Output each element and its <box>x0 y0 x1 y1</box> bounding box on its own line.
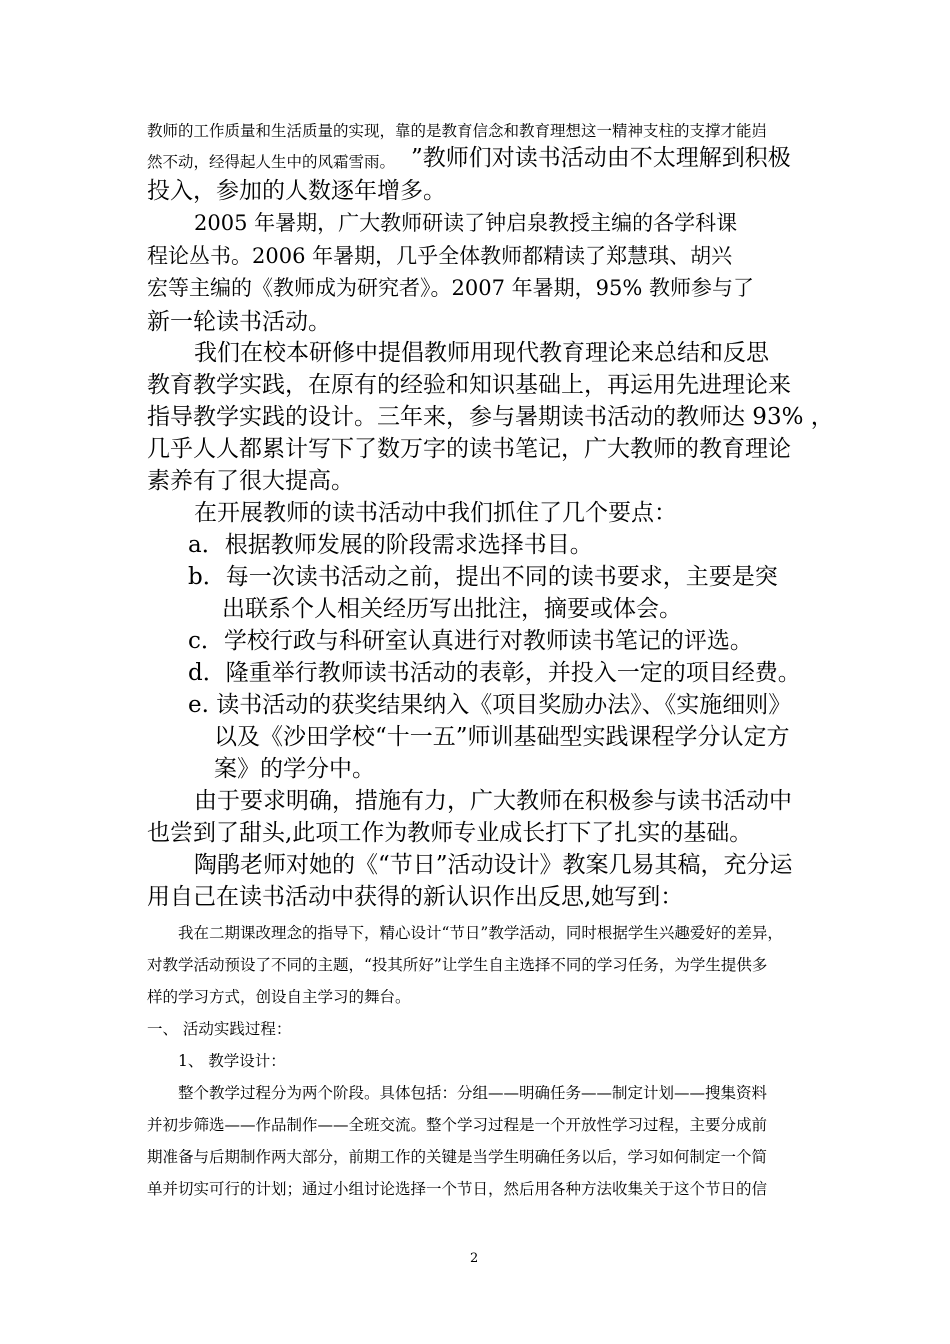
page-number: 2 <box>470 1251 479 1266</box>
text-line: 用自己在读书活动中获得的新认识作出反思,她写到： <box>147 884 684 910</box>
text-line: 宏等主编的《教师成为研究者》。2007 年暑期，95% 教师参与了 <box>147 276 754 300</box>
text-line: 2005 年暑期，广大教师研读了钟启泉教授主编的各学科课 <box>194 211 738 235</box>
text-line: 教育教学实践，在原有的经验和知识基础上，再运用先进理论来 <box>147 372 791 398</box>
text-line: 指导教学实践的设计。三年来，参与暑期读书活动的教师达 93% ， <box>147 404 834 430</box>
text-line: 陶鹃老师对她的《“节日”活动设计》教案几易其稿，充分运 <box>194 852 793 878</box>
text-line: c．学校行政与科研室认真进行对教师读书笔记的评选。 <box>188 628 753 654</box>
text-line: ”教师们对读书活动由不太理解到积极 <box>411 145 791 171</box>
text-line: 教师的工作质量和生活质量的实现，靠的是教育信念和教育理想这一精神支柱的支撑才能岿 <box>147 122 768 140</box>
text-line: 素养有了很大提高。 <box>147 468 354 494</box>
text-line: 对教学活动预设了不同的主题，“投其所好”让学生自主选择不同的学习任务，为学生提供多 <box>147 956 768 974</box>
text-line: 在开展教师的读书活动中我们抓住了几个要点： <box>194 500 677 526</box>
text-line: 并初步筛选——作品制作——全班交流。整个学习过程是一个开放性学习过程，主要分成前 <box>147 1116 768 1134</box>
text-line: e. 读书活动的获奖结果纳入《项目奖励办法》、《实施细则》 <box>188 692 792 718</box>
text-line: 几乎人人都累计写下了数万字的读书笔记，广大教师的教育理论 <box>147 436 791 462</box>
text-line: 投入，参加的人数逐年增多。 <box>147 178 446 204</box>
text-line: 以及《沙田学校“十一五”师训基础型实践课程学分认定方 <box>214 724 790 750</box>
text-line: a．根据教师发展的阶段需求选择书目。 <box>188 532 593 558</box>
text-line: 然不动，经得起人生中的风霜雪雨。 <box>147 153 396 171</box>
text-line: b．每一次读书活动之前，提出不同的读书要求，主要是突 <box>188 564 778 590</box>
text-line: 案》的学分中。 <box>214 756 375 782</box>
text-line: 一、 活动实践过程： <box>147 1020 292 1038</box>
text-line: 由于要求明确，措施有力，广大教师在积极参与读书活动中 <box>194 788 792 814</box>
text-line: 1、 教学设计： <box>178 1052 286 1070</box>
text-line: 期准备与后期制作两大部分，前期工作的关键是当学生明确任务以后，学习如何制定一个简 <box>147 1148 768 1166</box>
text-line: 程论丛书。2006 年暑期，几乎全体教师都精读了郑慧琪、胡兴 <box>147 244 733 268</box>
text-line: 样的学习方式，创设自主学习的舞台。 <box>147 988 411 1006</box>
text-line: 整个教学过程分为两个阶段。具体包括：分组——明确任务——制定计划——搜集资料 <box>178 1084 768 1102</box>
text-line: 出联系个人相关经历写出批注，摘要或体会。 <box>222 596 682 622</box>
text-line: 我们在校本研修中提倡教师用现代教育理论来总结和反思 <box>194 340 769 366</box>
text-line: 新一轮读书活动。 <box>147 309 331 335</box>
text-line: 也尝到了甜头,此项工作为教师专业成长打下了扎实的基础。 <box>147 820 753 846</box>
text-line: 单并切实可行的计划；通过小组讨论选择一个节日，然后用各种方法收集关于这个节日的信 <box>147 1180 768 1198</box>
text-line: d．隆重举行教师读书活动的表彰，并投入一定的项目经费。 <box>188 660 801 686</box>
text-line: 我在二期课改理念的指导下，精心设计“节日”教学活动，同时根据学生兴趣爱好的差异， <box>178 924 783 942</box>
